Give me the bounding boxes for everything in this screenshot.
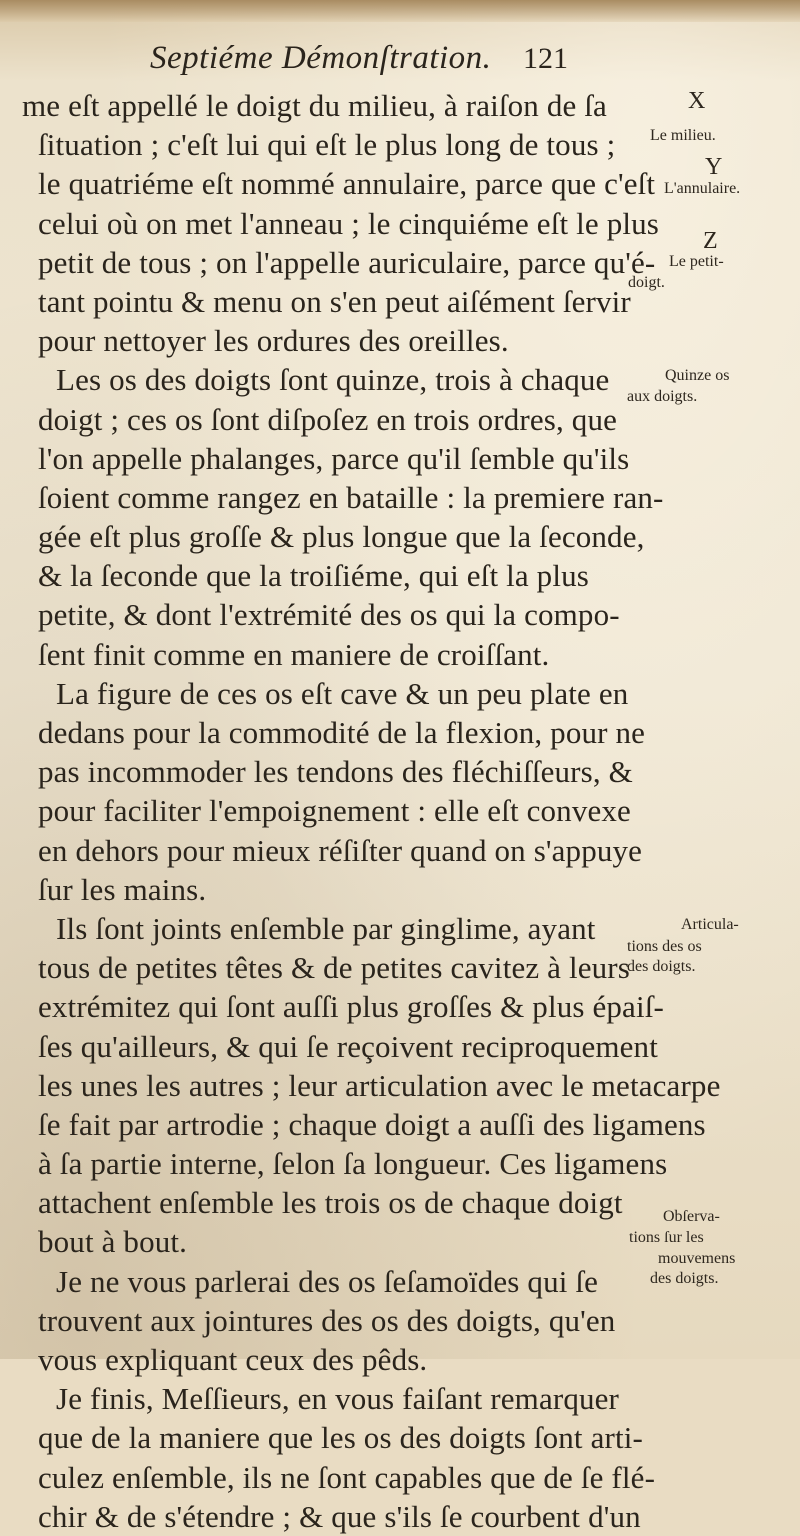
margin-note-y: Y: [705, 154, 723, 180]
text-line: Je finis, Meſſieurs, en vous faiſant remarquer: [56, 1381, 620, 1417]
text-line: dedans pour la commodité de la flexion, pour ne: [38, 715, 646, 750]
text-line: me eſt appellé le doigt du milieu, à raiſon de ſa: [22, 88, 607, 123]
text-line: à ſa partie interne, ſelon ſa longueur. Ces ligamens: [38, 1146, 668, 1182]
margin-note-des-doigts-2: des doigts.: [650, 1270, 719, 1287]
margin-note-x: X: [688, 88, 706, 114]
text-line: l'on appelle phalanges, parce qu'il ſemble qu'ils: [38, 440, 630, 476]
text-line: les unes les autres ; leur articulation avec le metacarpe: [38, 1067, 721, 1103]
text-line: ſent finit comme en maniere de croiſſant.: [38, 636, 550, 672]
text-line: tant pointu & menu on s'en peut aiſément ſervir: [38, 283, 631, 319]
text-line: pour nettoyer les ordures des oreilles.: [38, 323, 509, 359]
text-line: Ils ſont joints enſemble par ginglime, ayant: [56, 910, 596, 946]
text-line: petit de tous ; on l'appelle auriculaire, parce qu'é-: [38, 244, 656, 280]
margin-note-le-petit: Le petit-: [669, 253, 724, 270]
text-line: Je ne vous parlerai des os ſeſamoïdes qui ſe: [56, 1263, 599, 1299]
text-line: ſes qu'ailleurs, & qui ſe reçoivent reciproquement: [38, 1028, 658, 1064]
margin-note-tions-sur-les: tions ſur les: [629, 1229, 704, 1246]
margin-note-des-doigts: des doigts.: [627, 958, 696, 975]
page-header: [0, 40, 800, 80]
text-line: celui où on met l'anneau ; le cinquiéme eſt le plus: [38, 205, 659, 241]
text-line: ſur les mains.: [38, 871, 207, 907]
page-top-edge: [0, 0, 800, 22]
text-line: que de la maniere que les os des doigts ſont arti-: [38, 1420, 643, 1456]
text-line: pas incommoder les tendons des fléchiſſeurs, &: [38, 754, 633, 790]
text-line: vous expliquant ceux des pêds.: [38, 1342, 428, 1377]
margin-note-observa: Obſerva-: [663, 1208, 720, 1225]
text-line: La figure de ces os eſt cave & un peu plate en: [56, 675, 629, 711]
text-line: bout à bout.: [38, 1224, 188, 1260]
margin-note-aux-doigts: aux doigts.: [627, 388, 698, 405]
margin-note-quinze-os: Quinze os: [665, 367, 730, 384]
margin-note-tions-des-os: tions des os: [627, 938, 702, 955]
running-head: Septiéme Démonſtration.: [150, 40, 492, 76]
margin-note-articula: Articula-: [681, 916, 739, 933]
text-line: extrémitez qui ſont auſſi plus groſſes & plus épaiſ-: [38, 989, 664, 1025]
text-line: trouvent aux jointures des os des doigts, qu'en: [38, 1302, 616, 1338]
text-line: attachent enſemble les trois os de chaque doigt: [38, 1185, 623, 1221]
margin-note-doigt: doigt.: [628, 274, 665, 291]
text-line: petite, & dont l'extrémité des os qui la compo-: [38, 597, 620, 633]
margin-note-le-milieu: Le milieu.: [650, 127, 716, 144]
text-line: le quatriéme eſt nommé annulaire, parce que c'eſt: [38, 166, 656, 202]
text-line: gée eſt plus groſſe & plus longue que la ſeconde,: [38, 519, 645, 555]
text-line: ſe fait par artrodie ; chaque doigt a auſſi des ligamens: [38, 1106, 706, 1142]
text-line: Les os des doigts ſont quinze, trois à chaque: [56, 362, 610, 398]
text-line: ſituation ; c'eſt lui qui eſt le plus long de tous ;: [38, 127, 616, 163]
text-line: chir & de s'étendre ; & que s'ils ſe courbent d'un: [38, 1498, 641, 1534]
text-line: ſoient comme rangez en bataille : la premiere ran-: [38, 479, 664, 515]
margin-note-z: Z: [703, 228, 718, 254]
page-number: 121: [523, 42, 568, 75]
text-line: pour faciliter l'empoignement : elle eſt convexe: [38, 793, 631, 829]
text-line: tous de petites têtes & de petites cavitez à leurs: [38, 950, 630, 986]
text-line: & la ſeconde que la troiſiéme, qui eſt la plus: [38, 558, 589, 594]
text-line: en dehors pour mieux réſiſter quand on s'appuye: [38, 832, 643, 868]
margin-note-annulaire: L'annulaire.: [664, 180, 741, 197]
text-line: doigt ; ces os ſont diſpoſez en trois ordres, que: [38, 401, 618, 437]
text-line: culez enſemble, ils ne ſont capables que de ſe flé-: [38, 1459, 656, 1495]
margin-note-mouvemens: mouvemens: [658, 1250, 736, 1267]
